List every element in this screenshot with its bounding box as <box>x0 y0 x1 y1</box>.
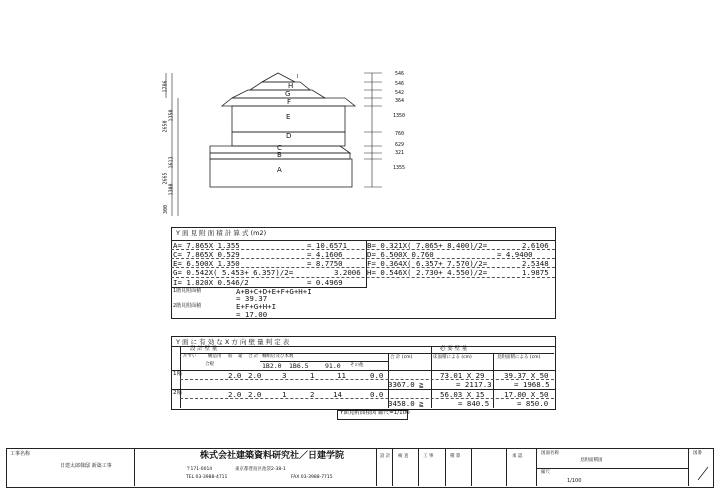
col-gouhan-header: 合板 <box>205 362 214 367</box>
col-goukei-header: 合 計 <box>248 354 259 359</box>
calc-row1-left-val: = 10.6571 <box>307 241 348 250</box>
left-dim-5: 300 <box>163 204 170 215</box>
left-dim-2: 1350 <box>168 109 175 122</box>
calc-row2-left-val: = 4.1606 <box>307 250 343 259</box>
left-dim-3: 2650 <box>162 120 169 133</box>
judge-table-title: Y 面 に 有 効 な X 方 向 壁 量 判 定 表 <box>176 338 290 346</box>
scale-label: 縮尺 <box>541 470 550 475</box>
tel: TEL 03-3988-4711 <box>186 475 228 480</box>
total-cm-header: 合 計 (cm) <box>390 355 413 360</box>
ratio-header: 軸組倍及び本数 <box>262 354 294 359</box>
required-wall-header: 必 要 壁 量 <box>440 346 468 352</box>
calc-row2-right: D= 6.500X 0.760 <box>367 250 434 259</box>
col-sujikai-header: 違 <box>238 354 243 359</box>
facade-area-header: 見附面積による (cm) <box>497 355 541 360</box>
scale-note: Y面見附面積図 縮尺=1/100 <box>340 410 410 416</box>
total-2f-result: = 17.00 <box>236 310 268 319</box>
calc-row1-left: A= 7.865X 1.355 <box>173 241 240 250</box>
r2-d: 2 <box>310 390 315 399</box>
col-kabe-header: 筋 <box>228 354 233 359</box>
region-label-d: D <box>286 132 292 140</box>
r1-c: 3 <box>282 371 287 380</box>
drawing-label: 図面名称 <box>541 451 559 456</box>
right-dim-2: 546 <box>395 81 405 87</box>
region-label-a: A <box>277 166 282 174</box>
calc-row1-right-val: 2.6106 <box>522 241 549 250</box>
r1-req1: 73.01 X 29 <box>440 371 485 380</box>
right-dim-3: 542 <box>395 90 405 96</box>
r2-req2: 17.00 X 50 <box>504 390 549 399</box>
region-label-c: C <box>277 144 282 152</box>
r1-e: 11 <box>337 371 346 380</box>
drawing-name: 見附面積図 <box>580 458 603 463</box>
ratio-1: 1B2.0 <box>262 362 282 370</box>
col-kouji: 工 事 <box>423 454 434 459</box>
total-1f-result: = 39.37 <box>236 294 268 303</box>
calc-row1-right: B= 0.321X( 7.865+ 8.400)/2= <box>367 241 488 250</box>
calc-row5-left: I= 1.820X 0.546/2 <box>173 278 249 287</box>
floor-area-header: 床面積による (cm) <box>433 355 472 360</box>
floor-2-label: 2階 <box>173 390 182 396</box>
project-label: 工事名称 <box>10 451 31 457</box>
left-dim-1: 1786 <box>162 80 169 93</box>
right-dim-8: 321 <box>395 150 405 156</box>
calc-row3-left-val: = 8.7750 <box>307 259 343 268</box>
r2-total: 3458.0 ≧ <box>388 399 424 408</box>
col-kensa: 検 査 <box>398 454 409 459</box>
sheet-slash <box>696 464 710 482</box>
calc-row4-left: G= 0.542X( 5.453+ 6.357)/2= <box>173 268 294 277</box>
roof-apex <box>262 73 295 82</box>
total-2f-label: 2階見附面積 <box>173 303 202 309</box>
region-label-e: E <box>286 113 291 121</box>
col-shounin: 承 認 <box>512 454 523 459</box>
r2-req1b: = 840.5 <box>458 399 490 408</box>
calc-row3-right: F= 0.364X( 6.357+ 7.570)/2= <box>367 259 488 268</box>
ratio-other: その他 <box>350 363 364 368</box>
right-dim-5: 1350 <box>393 113 406 119</box>
left-dim-7: 1613 <box>168 156 175 169</box>
fax: FAX 03-3988-7715 <box>291 475 333 480</box>
roof-g <box>232 90 325 98</box>
total-1f-label: 1階見附面積 <box>173 288 202 294</box>
r1-f: 0.0 <box>370 371 384 380</box>
region-label-h: H <box>288 82 294 90</box>
calc-row4-left-val: 3.2006 <box>334 268 361 277</box>
project-name: 日建太郎様邸 新築工事 <box>60 463 112 469</box>
calc-row5-left-val: = 0.4969 <box>307 278 343 287</box>
calc-row4-right: H= 0.546X( 2.730+ 4.550)/2= <box>367 268 488 277</box>
region-label-b: B <box>277 151 282 159</box>
r1-total: 3367.0 ≧ <box>388 380 424 389</box>
company-name: 株式会社建築資料研究社／日建学院 <box>200 451 345 461</box>
elevation-drawing <box>150 68 410 218</box>
total-1f-formula: A+B+C+D+E+F+G+H+I <box>236 287 312 296</box>
r2-req1: 56.03 X 15 <box>440 390 485 399</box>
r2-req2b: = 850.0 <box>517 399 549 408</box>
ratio-3: 91.0 <box>325 362 341 370</box>
region-label-g: G <box>285 90 291 98</box>
left-dim-4: 2665 <box>162 172 169 185</box>
total-2f-formula: E+F+G+H+I <box>236 302 277 311</box>
calc-table-title: Y 面 見 附 面 積 計 算 式 (m2) <box>176 229 267 237</box>
region-label-i: I <box>297 74 299 80</box>
r2-e: 14 <box>333 390 342 399</box>
design-wall-header: 設 計 壁 量 <box>190 346 218 352</box>
region-label-f: F <box>287 98 292 106</box>
r1-req2: 39.37 X 50 <box>504 371 549 380</box>
col-sekkei: 設 計 <box>380 454 391 459</box>
col-kouzou-header: 構造用 <box>208 354 222 359</box>
r1-d: 1 <box>310 371 315 380</box>
col-sekisan: 積 算 <box>450 454 461 459</box>
col-kata-header: 片ずい <box>183 354 197 359</box>
postal-code: 〒171-0014 <box>186 467 213 472</box>
calc-row2-right-val: = 4.9400 <box>497 250 533 259</box>
ratio-2: 1B6.5 <box>289 362 309 370</box>
left-dim-6: 1300 <box>168 183 175 196</box>
r1-req2b: = 1968.5 <box>514 380 550 389</box>
right-dim-7: 629 <box>395 142 405 148</box>
right-dim-1: 546 <box>395 71 405 77</box>
r2-f: 0.0 <box>370 390 384 399</box>
calc-row3-left: E= 6.500X 1.350 <box>173 259 240 268</box>
calc-row3-right-val: 2.5348 <box>522 259 549 268</box>
r1-req1b: = 2117.3 <box>456 380 492 389</box>
right-dim-4: 364 <box>395 98 405 104</box>
scale-value: 1/100 <box>567 478 582 484</box>
floor-1-label: 1階 <box>173 371 182 377</box>
address: 東京都豊島区池袋2-38-1 <box>235 467 286 472</box>
sheet-label: 図番 <box>693 451 702 456</box>
r1-b: 2.0 <box>248 371 262 380</box>
r2-b: 2.0 <box>248 390 262 399</box>
right-dim-6: 760 <box>395 131 405 137</box>
calc-row2-left: C= 7.865X 0.529 <box>173 250 240 259</box>
r2-a: 2.0 <box>228 390 242 399</box>
r1-a: 2.0 <box>228 371 242 380</box>
roof-h <box>250 82 310 90</box>
calc-row4-right-val: 1.9875 <box>522 268 549 277</box>
right-dim-9: 1355 <box>393 165 406 171</box>
r2-c: 1 <box>282 390 287 399</box>
